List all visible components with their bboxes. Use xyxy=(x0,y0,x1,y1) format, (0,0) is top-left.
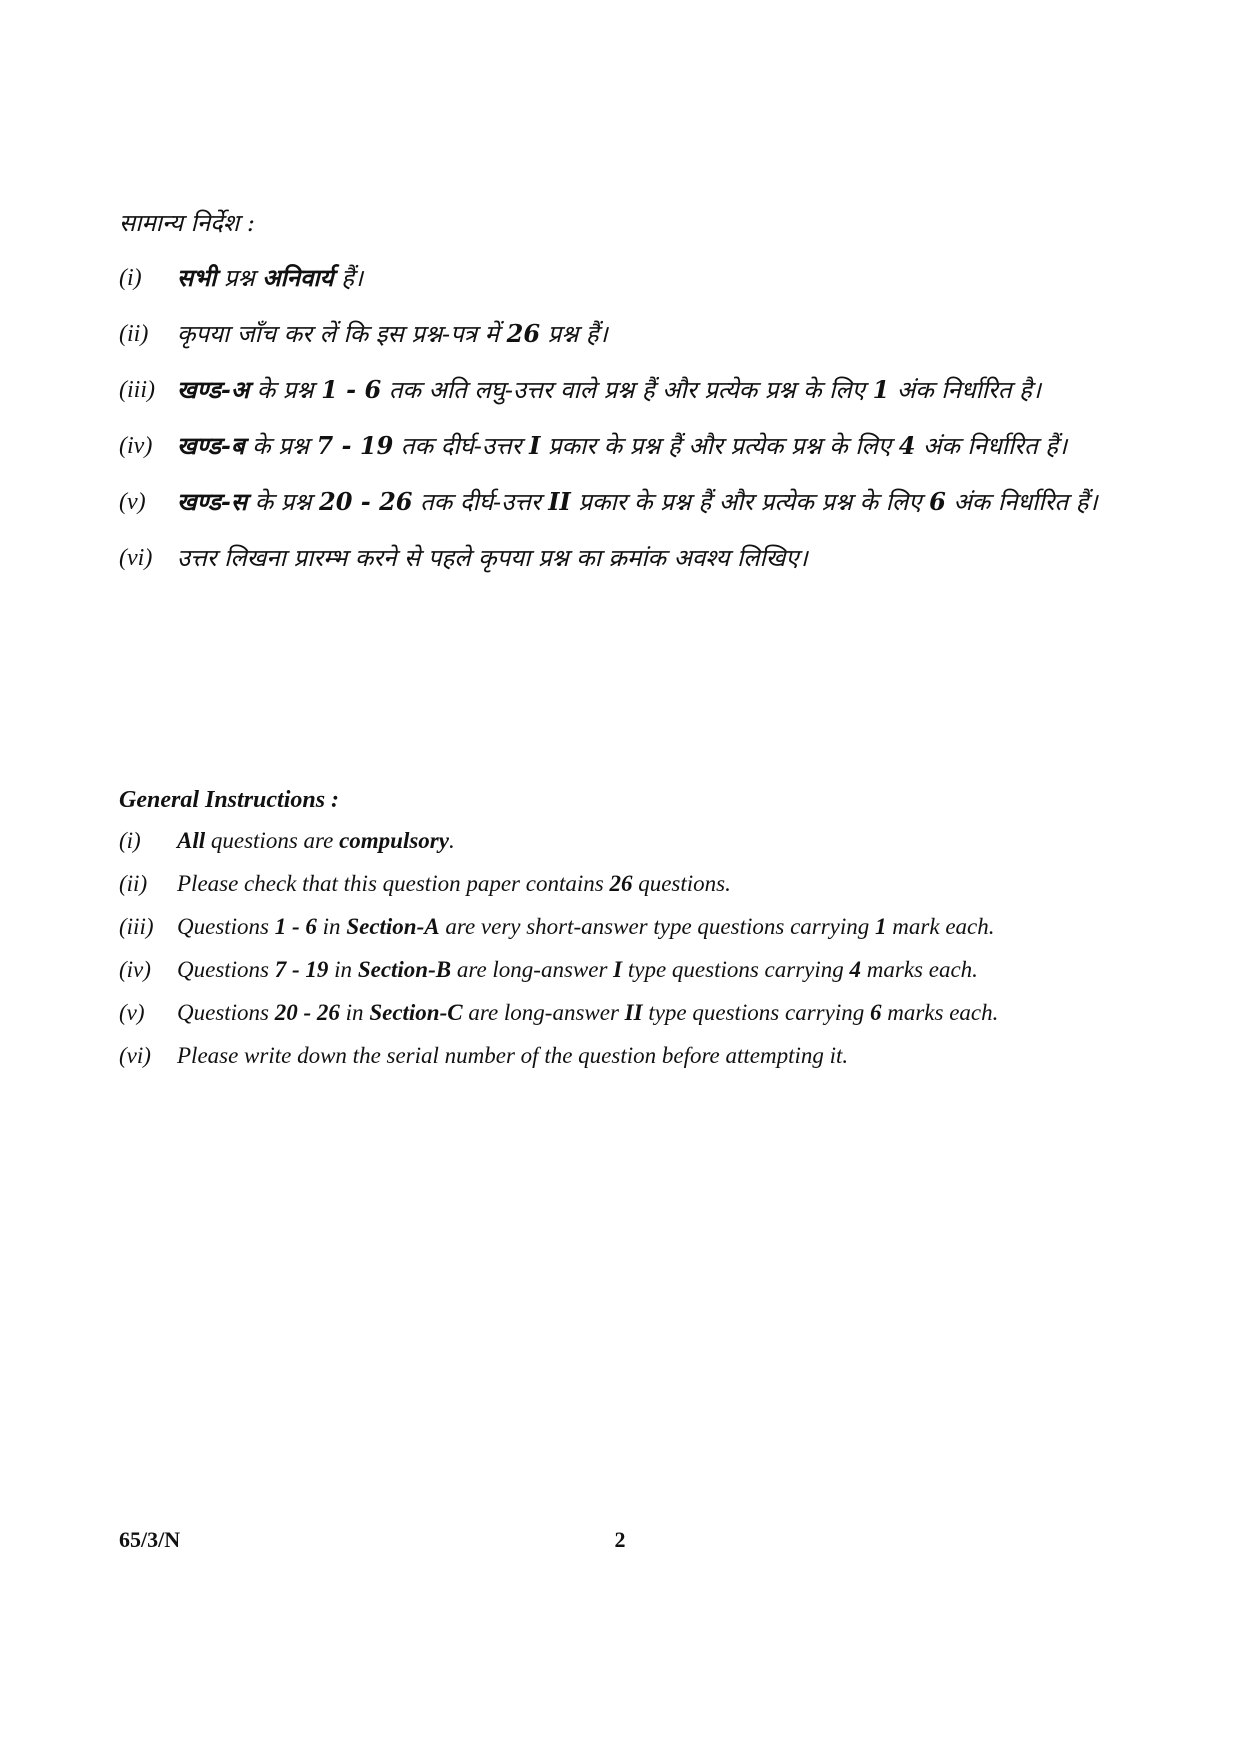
text-run: के प्रश्न xyxy=(249,376,322,404)
item-number: (iv) xyxy=(119,433,153,459)
text-run: Please write down the serial number of the question before attempting it. xyxy=(177,1043,849,1068)
item-text xyxy=(177,533,1129,583)
english-instruction-item xyxy=(119,1037,1129,1074)
text-run: के प्रश्न xyxy=(244,432,317,460)
bold-text: I xyxy=(529,431,541,460)
text-run: marks each. xyxy=(881,1000,999,1025)
hindi-instruction-item xyxy=(119,309,1129,359)
text-run: तक अति लघु-उत्तर वाले प्रश्न हैं और प्रत्येक प्रश्न के लिए xyxy=(381,376,873,404)
bold-text: 1 xyxy=(875,914,887,939)
bold-text: 1 - 6 xyxy=(274,914,317,939)
text-run: कृपया जाँच कर लें कि इस प्रश्न-पत्र में xyxy=(177,320,507,348)
item-number: (vi) xyxy=(119,1043,151,1068)
text-run: Please check that this question paper contains xyxy=(177,871,610,896)
bold-text: 26 xyxy=(506,319,541,348)
bold-text: 7 - 19 xyxy=(274,957,329,982)
text-run: type questions carrying xyxy=(642,1000,870,1025)
text-run: questions are xyxy=(205,828,340,853)
hindi-heading: सामान्य निर्देश : xyxy=(119,209,255,237)
item-number: (ii) xyxy=(119,871,148,896)
english-instructions xyxy=(119,782,1129,1080)
text-run: . xyxy=(448,828,455,853)
text-run: Questions xyxy=(177,957,275,982)
text-run: in xyxy=(339,1000,370,1025)
page-number: 2 xyxy=(614,1527,626,1552)
item-text xyxy=(177,309,1129,359)
text-run: Questions xyxy=(177,914,275,939)
english-instruction-list xyxy=(119,822,1129,1074)
text-run: in xyxy=(328,957,358,982)
hindi-instructions xyxy=(119,205,1129,589)
bold-text: सभी xyxy=(177,263,217,292)
text-run: प्रश्न xyxy=(216,264,263,292)
item-number: (v) xyxy=(119,489,146,515)
item-number: (iv) xyxy=(119,957,151,982)
text-run: type questions carrying xyxy=(622,957,850,982)
paper-code: 65/3/N xyxy=(119,1527,181,1552)
english-heading: General Instructions : xyxy=(119,787,340,813)
item-number: (vi) xyxy=(119,545,153,571)
bold-text: Section-B xyxy=(357,957,452,982)
item-text xyxy=(177,1037,1129,1074)
hindi-instruction-item xyxy=(119,365,1129,415)
bold-text: 7 - 19 xyxy=(316,431,394,460)
bold-text: Section-C xyxy=(369,1000,463,1025)
bold-text: 4 xyxy=(898,431,916,460)
text-run: अंक निर्धारित है। xyxy=(889,376,1041,404)
bold-text: All xyxy=(177,828,206,853)
text-run: तक दीर्घ-उत्तर xyxy=(393,432,530,460)
text-run: उत्तर लिखना प्रारम्भ करने से पहले कृपया प्रश्न का क्रमांक अवश्य लिखिए। xyxy=(177,544,808,572)
item-text xyxy=(177,865,1129,902)
item-number: (i) xyxy=(119,828,141,853)
hindi-instruction-item xyxy=(119,253,1129,303)
bold-text: I xyxy=(613,957,623,982)
hindi-instruction-item xyxy=(119,533,1129,583)
bold-text: 26 xyxy=(609,871,633,896)
item-number: (i) xyxy=(119,265,142,291)
bold-text: खण्ड-स xyxy=(177,487,248,516)
text-run: questions. xyxy=(632,871,731,896)
item-text xyxy=(177,477,1129,527)
bold-text: II xyxy=(548,487,571,516)
english-instruction-item xyxy=(119,908,1129,945)
text-run: अंक निर्धारित हैं। xyxy=(915,432,1068,460)
item-text xyxy=(177,951,1129,988)
bold-text: 1 xyxy=(872,375,890,404)
english-instruction-item xyxy=(119,865,1129,902)
text-run: अंक निर्धारित हैं। xyxy=(945,488,1098,516)
text-run: के प्रश्न xyxy=(247,488,320,516)
bold-text: 20 - 26 xyxy=(274,1000,340,1025)
english-instruction-item xyxy=(119,822,1129,859)
bold-text: Section-A xyxy=(346,914,440,939)
hindi-instruction-item xyxy=(119,421,1129,471)
text-run: are long-answer xyxy=(451,957,614,982)
text-run: हैं। xyxy=(333,264,364,292)
item-text xyxy=(177,253,1129,303)
item-number: (ii) xyxy=(119,321,149,347)
text-run: तक दीर्घ-उत्तर xyxy=(412,488,549,516)
item-number: (iii) xyxy=(119,914,154,939)
bold-text: 6 xyxy=(929,487,946,516)
hindi-instruction-list xyxy=(119,253,1129,583)
item-text xyxy=(177,994,1129,1031)
text-run: प्रकार के प्रश्न हैं और प्रत्येक प्रश्न के लिए xyxy=(570,488,930,516)
bold-text: 1 - 6 xyxy=(321,375,382,404)
text-run: are long-answer xyxy=(462,1000,625,1025)
bold-text: अनिवार्य xyxy=(262,263,334,292)
item-text xyxy=(177,822,1129,859)
text-run: are very short-answer type questions carrying xyxy=(439,914,876,939)
bold-text: खण्ड-अ xyxy=(177,375,250,404)
item-text xyxy=(177,908,1129,945)
english-instruction-item xyxy=(119,951,1129,988)
english-instruction-item xyxy=(119,994,1129,1031)
text-run: प्रकार के प्रश्न हैं और प्रत्येक प्रश्न के लिए xyxy=(540,432,899,460)
text-run: Questions xyxy=(177,1000,275,1025)
text-run: प्रश्न हैं। xyxy=(540,320,608,348)
text-run: mark each. xyxy=(886,914,995,939)
bold-text: II xyxy=(624,1000,643,1025)
text-run: marks each. xyxy=(861,957,978,982)
item-number: (iii) xyxy=(119,377,155,403)
bold-text: 6 xyxy=(869,1000,882,1025)
bold-text: 4 xyxy=(849,957,862,982)
item-number: (v) xyxy=(119,1000,145,1025)
hindi-instruction-item xyxy=(119,477,1129,527)
item-text xyxy=(177,421,1129,471)
bold-text: खण्ड-ब xyxy=(177,431,245,460)
bold-text: compulsory xyxy=(339,828,449,853)
bold-text: 20 - 26 xyxy=(319,487,413,516)
item-text xyxy=(177,365,1129,415)
text-run: in xyxy=(316,914,347,939)
